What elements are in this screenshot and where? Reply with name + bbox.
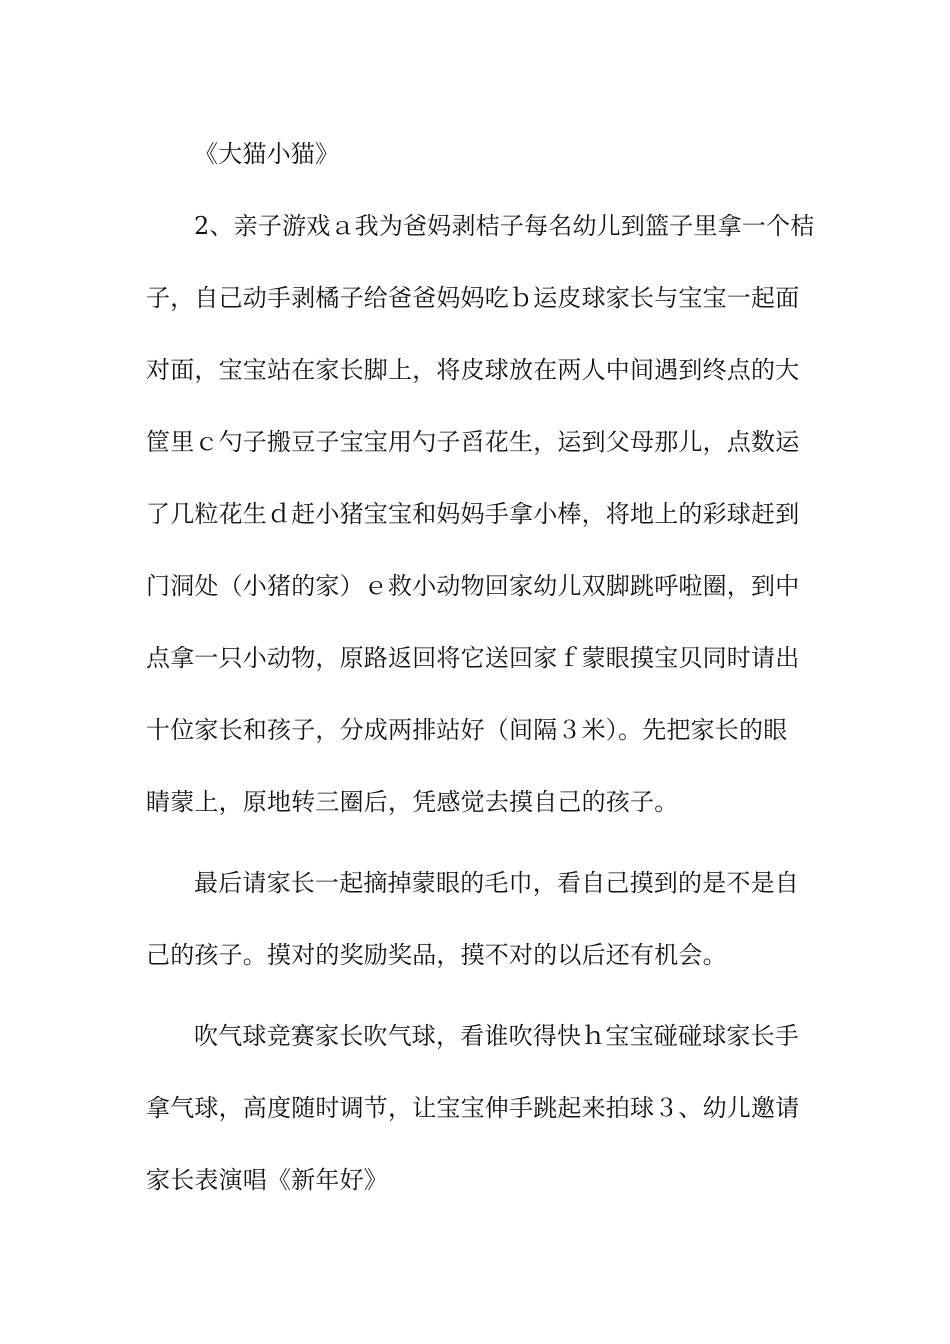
section-title: 《大猫小猫》 [194, 140, 340, 168]
paragraph-line: 子，自己动手剥橘子给爸爸妈妈吃ｂ运皮球家长与宝宝一起面 [146, 284, 800, 312]
paragraph-line: 对面，宝宝站在家长脚上，将皮球放在两人中间遇到终点的大 [146, 356, 800, 384]
paragraph-line: 2、亲子游戏ａ我为爸妈剥桔子每名幼儿到篮子里拿一个桔 [194, 212, 815, 240]
paragraph-line: 己的孩子。摸对的奖励奖品，摸不对的以后还有机会。 [146, 941, 727, 969]
paragraph-line: 门洞处（小猪的家）ｅ救小动物回家幼儿双脚跳呼啦圈，到中 [146, 572, 800, 600]
paragraph-line: 家长表演唱《新年好》 [146, 1166, 388, 1194]
paragraph-line: 拿气球，高度随时调节，让宝宝伸手跳起来拍球３、幼儿邀请 [146, 1094, 800, 1122]
paragraph-line: 筐里ｃ勺子搬豆子宝宝用勺子舀花生，运到父母那儿，点数运 [146, 428, 800, 456]
paragraph-line: 点拿一只小动物，原路返回将它送回家ｆ蒙眼摸宝贝同时请出 [146, 644, 800, 672]
paragraph-line: 十位家长和孩子，分成两排站好（间隔３米）。先把家长的眼 [146, 716, 788, 744]
paragraph-line: 了几粒花生ｄ赶小猪宝宝和妈妈手拿小棒，将地上的彩球赶到 [146, 500, 800, 528]
paragraph-line: 睛蒙上，原地转三圈后，凭感觉去摸自己的孩子。 [146, 788, 679, 816]
paragraph-line: 吹气球竞赛家长吹气球，看谁吹得快ｈ宝宝碰碰球家长手 [194, 1022, 799, 1050]
paragraph-line: 最后请家长一起摘掉蒙眼的毛巾，看自己摸到的是不是自 [194, 869, 799, 897]
